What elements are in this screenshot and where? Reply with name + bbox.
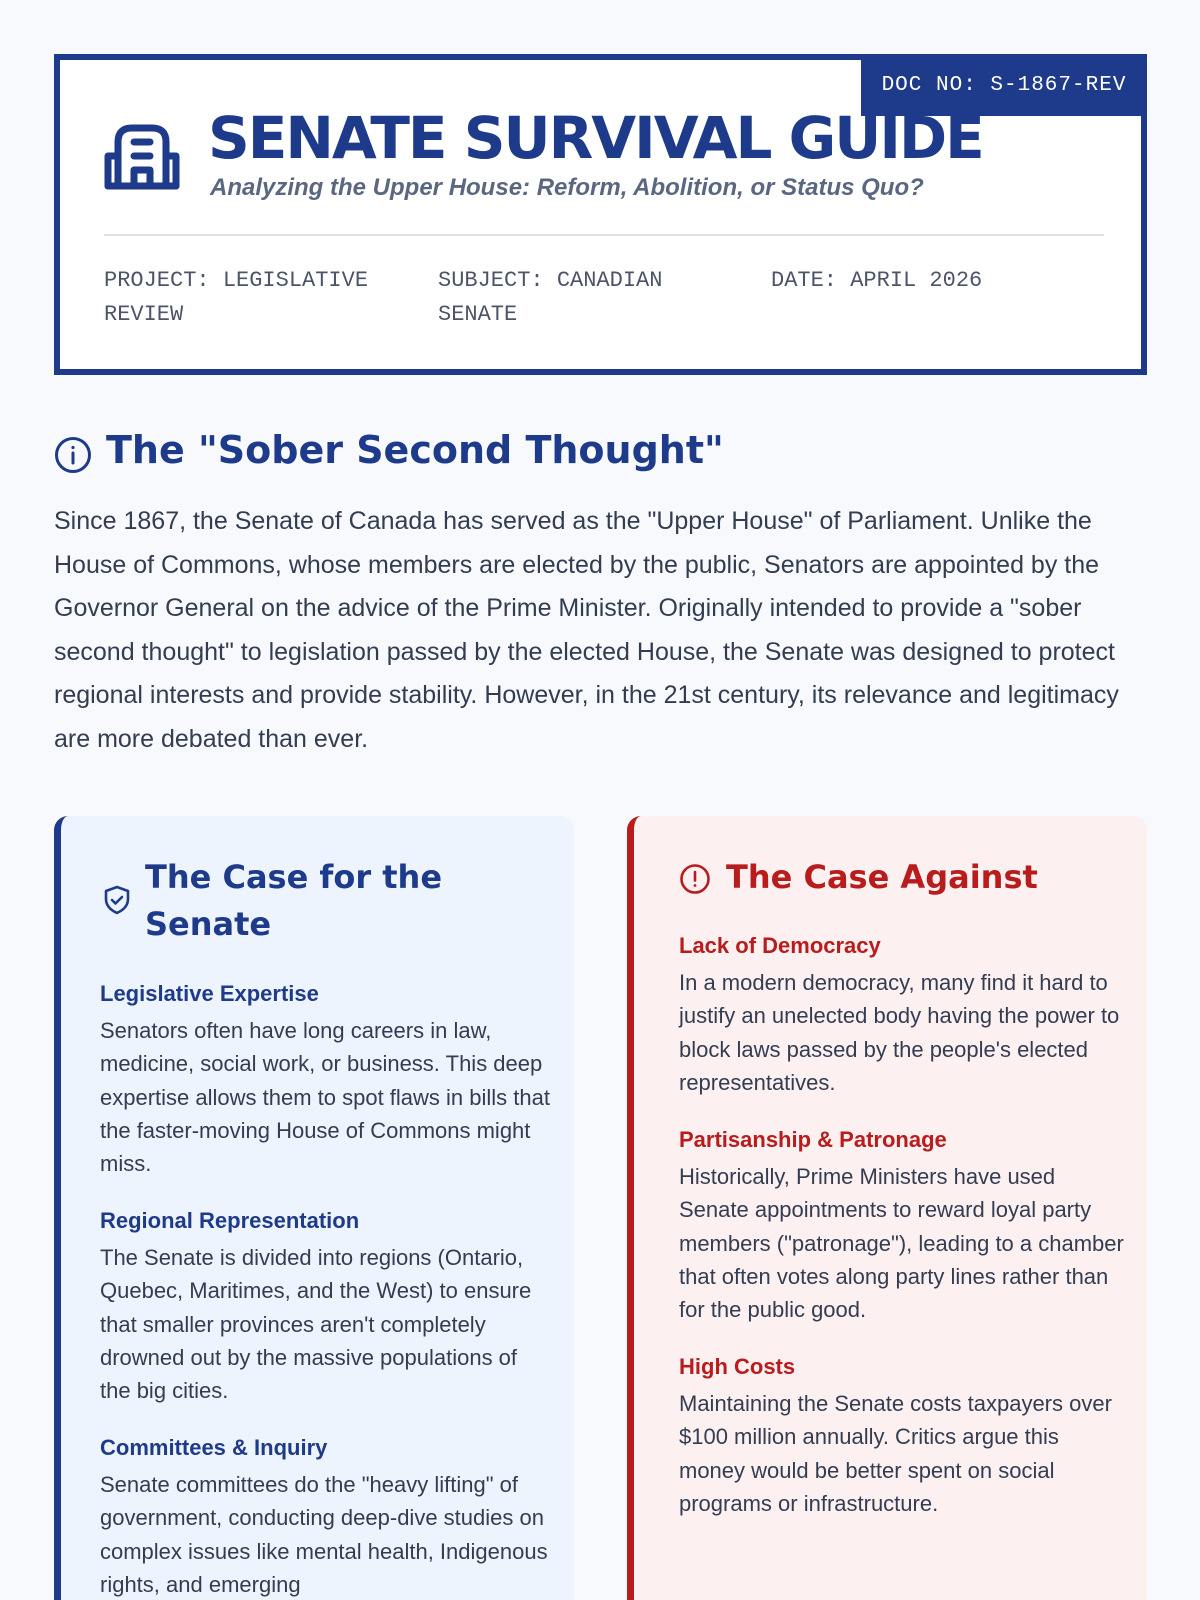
date-meta: DATE: APRIL 2026 xyxy=(771,268,983,293)
item-body: In a modern democracy, many find it hard to justify an unelected body having the power to block laws passed by the people's elected representatives. xyxy=(679,970,1120,1095)
case-against-card xyxy=(627,816,1147,1600)
document-header xyxy=(54,54,1147,375)
item-body: Historically, Prime Ministers have used Senate appointments to reward loyal party members ("patronage"), leading to a chamber that often votes along party lines rather than for the public good. xyxy=(679,1164,1124,1323)
item-title: High Costs xyxy=(679,1354,796,1379)
header-divider xyxy=(104,234,1104,236)
list-item xyxy=(679,1353,1129,1520)
item-title: Partisanship & Patronage xyxy=(679,1127,947,1152)
intro-paragraph: Since 1867, the Senate of Canada has served as the "Upper House" of Parliament. Unlike the House of Commons, whose members are elected by the public, Senators are appointed by the Governor General on the advice of the Prime Minister. Originally intended to provide a "sober second thought" to legislation passed by the elected House, the Senate was designed to protect regional interests and provide stability. However, in the 21st century, its relevance and legitimacy are more debated than ever. xyxy=(54,507,1119,753)
document-subtitle: Analyzing the Upper House: Reform, Abolition, or Status Quo? xyxy=(210,174,924,201)
section-title: The "Sober Second Thought" xyxy=(106,428,724,472)
item-body: Senate committees do the "heavy lifting" of government, conducting deep-dive studies on complex issues like mental health, Indigenous rights, and emerging xyxy=(100,1472,548,1597)
item-body: Senators often have long careers in law, medicine, social work, or business. This deep expertise allows them to spot flaws in bills that the faster-moving House of Commons might miss. xyxy=(100,1018,550,1177)
info-icon xyxy=(54,436,92,474)
alert-circle-icon xyxy=(679,863,711,895)
item-title: Lack of Democracy xyxy=(679,933,881,958)
list-item xyxy=(100,980,550,1180)
list-item xyxy=(679,1126,1129,1326)
item-body: Maintaining the Senate costs taxpayers over $100 million annually. Critics argue this money would be better spent on social programs or infrastructure. xyxy=(679,1391,1112,1516)
subject-meta: SUBJECT: CANADIAN SENATE xyxy=(438,268,663,327)
case-for-title: The Case for the Senate xyxy=(145,858,443,943)
item-body: The Senate is divided into regions (Ontario, Quebec, Maritimes, and the West) to ensure that smaller provinces aren't completely drowned out by the massive populations of the big cities. xyxy=(100,1245,532,1404)
list-item xyxy=(679,932,1129,1099)
shield-check-icon xyxy=(101,884,133,916)
case-for-card xyxy=(54,816,574,1600)
list-item xyxy=(100,1207,550,1407)
case-against-title: The Case Against xyxy=(726,858,1038,896)
building-icon xyxy=(104,120,180,190)
list-item xyxy=(100,1434,550,1600)
item-title: Committees & Inquiry xyxy=(100,1435,328,1460)
project-meta: PROJECT: LEGISLATIVE REVIEW xyxy=(104,268,369,327)
item-title: Legislative Expertise xyxy=(100,981,319,1006)
document-title: SENATE SURVIVAL GUIDE xyxy=(208,104,983,172)
document-number-badge: DOC NO: S-1867-REV xyxy=(861,54,1147,116)
item-title: Regional Representation xyxy=(100,1208,360,1233)
